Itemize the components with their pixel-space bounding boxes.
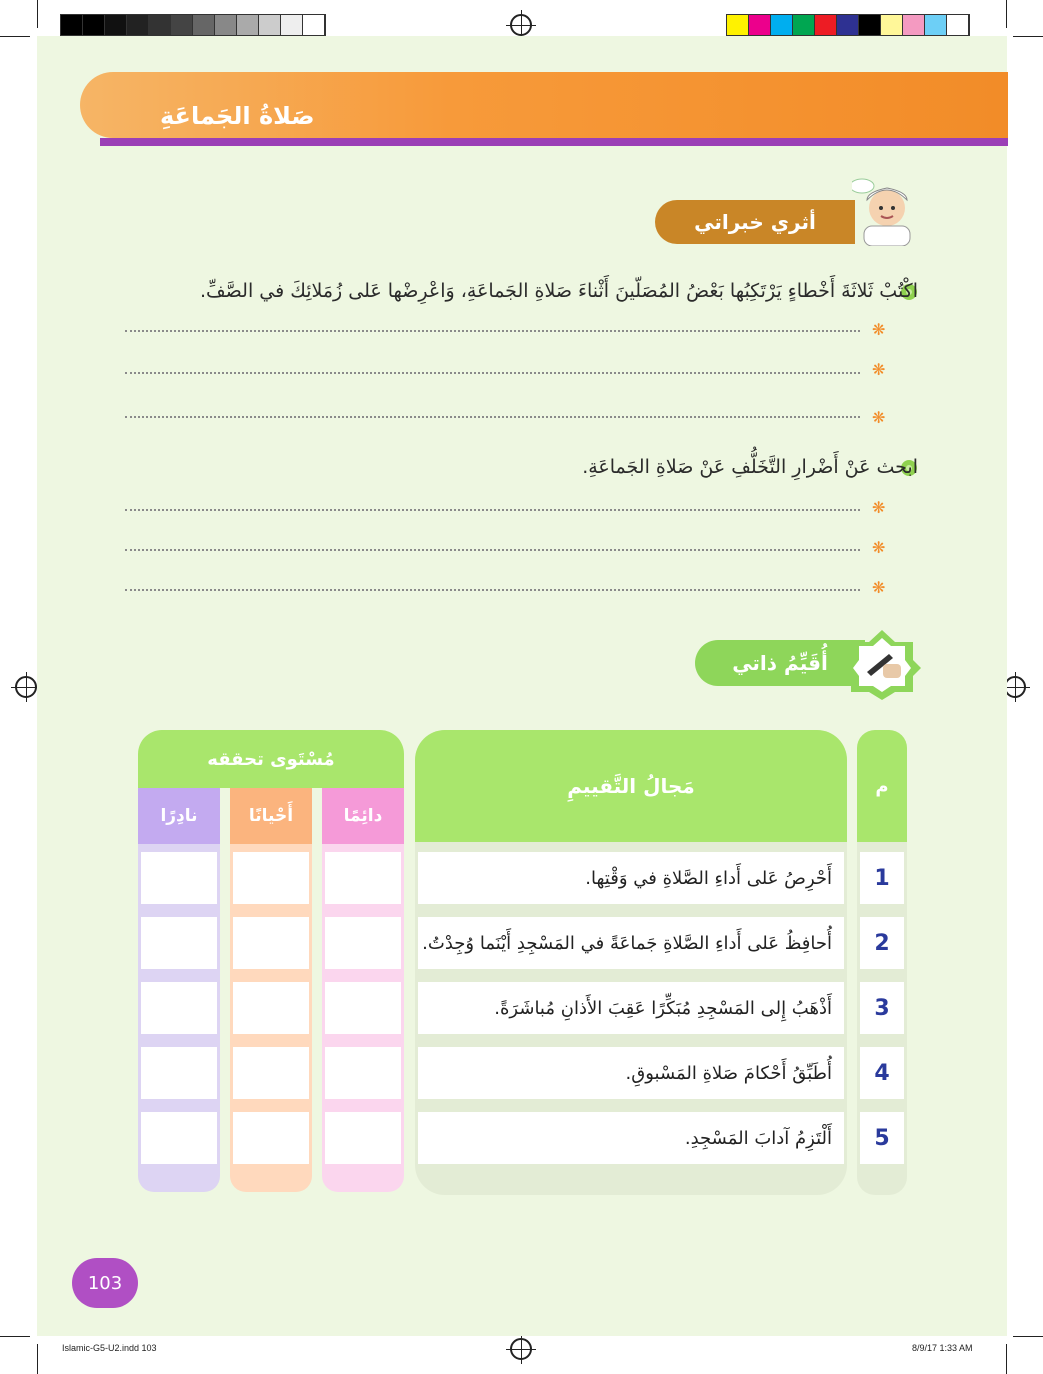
self-assessment-label: أُقَيِّمُ ذاتي [695,640,865,686]
question-1: اكْتُبْ ثَلاثَةَ أَخْطاءٍ يَرْتَكِبُها بَعْضُ المُصَلّينَ أَثْناءَ صَلاةِ الجَماعَةِ، وَاعْرِضْها عَلى زُمَلائِكَ في الصَّفِّ. [199,280,918,302]
pencil-hand-icon [843,628,921,700]
check-cell[interactable] [141,1047,217,1099]
check-cell[interactable] [141,982,217,1034]
color-bar [726,14,970,36]
check-cell[interactable] [233,982,309,1034]
crop-mark [0,36,30,37]
row-number: 2 [860,917,904,969]
level-header: مُسْتَوى تحققه [138,730,404,788]
footer-date: 8/9/17 1:33 AM [912,1343,973,1353]
row-number: 1 [860,852,904,904]
crop-mark [37,0,38,28]
level-sometimes-label: أَحْيانًا [230,788,312,844]
crop-mark [1006,1344,1007,1374]
experience-label: أثري خبراتي [655,200,855,244]
star-bullet: ❋ [872,360,886,379]
footer-file: Islamic-G5-U2.indd 103 [62,1343,157,1353]
star-bullet: ❋ [872,498,886,517]
check-cell[interactable] [141,1112,217,1164]
answer-line[interactable] [125,372,860,374]
row-text: أُحافِظُ عَلى أَداءِ الصَّلاةِ جَماعَةً في المَسْجِدِ أَيْنَما وُجِدْتُ. [418,917,844,969]
answer-line[interactable] [125,330,860,332]
check-cell[interactable] [325,1047,401,1099]
crop-mark [1013,36,1043,37]
question-2: ابحث عَنْ أَضْرارِ التَّخَلُّفِ عَنْ صَلاةِ الجَماعَةِ. [582,456,918,478]
check-cell[interactable] [233,917,309,969]
student-icon [852,178,918,246]
page-title: صَلاةُ الجَماعَةِ [160,102,315,130]
answer-line[interactable] [125,416,860,418]
row-text: أَحْرِصُ عَلى أَداءِ الصَّلاةِ في وَقْتِها. [418,852,844,904]
check-cell[interactable] [325,982,401,1034]
crop-mark [1013,1336,1043,1337]
crop-mark [1006,0,1007,28]
row-number: 3 [860,982,904,1034]
check-cell[interactable] [325,1112,401,1164]
check-cell[interactable] [233,1112,309,1164]
level-always-label: دائِمًا [322,788,404,844]
check-cell[interactable] [141,917,217,969]
registration-mark-left [15,676,37,698]
answer-line[interactable] [125,589,860,591]
row-number: 4 [860,1047,904,1099]
answer-line[interactable] [125,549,860,551]
level-rarely-label: نادِرًا [138,788,220,844]
registration-mark-top [510,14,532,36]
check-cell[interactable] [141,852,217,904]
star-bullet: ❋ [872,538,886,557]
row-text: أَلْتَزِمُ آدابَ المَسْجِدِ. [418,1112,844,1164]
registration-mark-bottom [510,1338,532,1360]
star-bullet: ❋ [872,578,886,597]
column-header-m: م [857,730,907,842]
check-cell[interactable] [233,852,309,904]
crop-mark [0,1336,30,1337]
star-bullet: ❋ [872,320,886,339]
row-text: أُطَبِّقُ أَحْكامَ صَلاةِ المَسْبوقِ. [418,1047,844,1099]
answer-line[interactable] [125,509,860,511]
column-header-area: مَجالُ التَّقييمِ [415,730,847,842]
check-cell[interactable] [325,917,401,969]
page-number: 103 [72,1258,138,1308]
check-cell[interactable] [233,1047,309,1099]
crop-mark [37,1344,38,1374]
row-text: أَذْهَبُ إِلى المَسْجِدِ مُبَكِّرًا عَقِبَ الأَذانِ مُباشَرَةً. [418,982,844,1034]
star-bullet: ❋ [872,408,886,427]
check-cell[interactable] [325,852,401,904]
row-number: 5 [860,1112,904,1164]
registration-mark-right [1004,676,1026,698]
grayscale-bar [60,14,326,36]
